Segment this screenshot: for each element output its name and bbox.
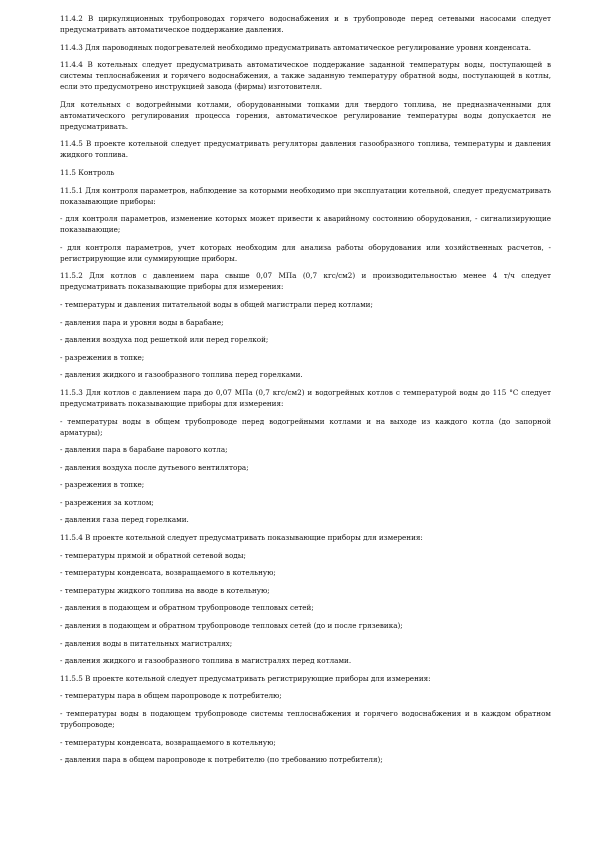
- list-item: - для контроля параметров, учет которых необходим для анализа работы оборудования или хозяйственных расчетов, - регистрирующие или суммирующие приборы.: [60, 242, 551, 263]
- clause-11-5-5: 11.5.5 В проекте котельной следует предусматривать регистрирующие приборы для измерения:: [60, 673, 431, 683]
- clause-11-5-4: 11.5.4 В проекте котельной следует предусматривать показывающие приборы для измерения:: [60, 533, 423, 543]
- list-item: - разрежения в топке;: [60, 480, 145, 490]
- list-item: - температуры жидкого топлива на вводе в котельную;: [60, 585, 270, 595]
- clause-11-4-2: 11.4.2 В циркуляционных трубопроводах горячего водоснабжения и в трубопроводе перед сетевыми насосами следует предусматривать автоматическое поддержание давления.: [60, 14, 551, 34]
- list-item: - для контроля параметров, изменение которых может привести к аварийному состоянию оборудования, - сигнализирующие показывающие;: [60, 214, 551, 235]
- section-heading-11-5: 11.5 Контроль: [60, 167, 115, 177]
- list-item: - давления пара в барабане парового котла;: [60, 445, 228, 455]
- list-item: - температуры конденсата, возвращаемого в котельную;: [60, 737, 276, 747]
- list-item: - разрежения в топке;: [60, 352, 145, 362]
- list-item: - давления жидкого и газообразного топлива перед горелками.: [60, 370, 303, 380]
- clause-11-5-2: 11.5.2 Для котлов с давлением пара свыше 0,07 МПа (0,7 кгс/см2) и производительностью менее 4 т/ч следует предусматривать показывающие приборы для измерения:: [60, 271, 551, 292]
- list-item: - давления воздуха после дутьевого вентилятора;: [60, 462, 249, 472]
- list-item: - давления газа перед горелками.: [60, 515, 189, 525]
- list-item: - температуры конденсата, возвращаемого в котельную;: [60, 568, 276, 578]
- clause-11-4-3: 11.4.3 Для пароводяных подогревателей необходимо предусматривать автоматическое регулирование уровня конденсата.: [60, 42, 532, 52]
- clause-11-4-4: 11.4.4 В котельных следует предусматривать автоматическое поддержание заданной температуры воды, поступающей в системы теплоснабжения и горячего водоснабжения, а также заданную температуру обратной воды, поступающей в котлы, если это предусмотрено инструкцией завода (фирмы) изготовителя.: [60, 60, 551, 92]
- list-item: - давления воды в питательных магистралях;: [60, 638, 233, 648]
- list-item: - температуры пара в общем паропроводе к потребителю;: [60, 691, 282, 701]
- clause-11-4-4-continuation: Для котельных с водогрейными котлами, оборудованными топками для твердого топлива, не предназначенными для автоматического регулирования процесса горения, автоматическое регулирование температуры воды допускается не предусматривать.: [60, 99, 551, 131]
- list-item: - температуры и давления питательной воды в общей магистрали перед котлами;: [60, 299, 373, 309]
- clause-11-4-5: 11.4.5 В проекте котельной следует предусматривать регуляторы давления газообразного топлива, температуры и давления жидкого топлива.: [60, 139, 551, 160]
- list-item: - давления пара в общем паропроводе к потребителю (по требованию потребителя);: [60, 755, 383, 765]
- list-item: - разрежения за котлом;: [60, 497, 154, 507]
- list-item: - давления в подающем и обратном трубопроводе тепловых сетей;: [60, 603, 314, 613]
- list-item: - давления жидкого и газообразного топлива в магистралях перед котлами.: [60, 656, 352, 666]
- list-item: - давления пара и уровня воды в барабане;: [60, 317, 224, 327]
- list-item: - температуры воды в подающем трубопроводе системы теплоснабжения и горячего водоснабжения и в каждом обратном трубопроводе;: [60, 709, 551, 729]
- list-item: - температуры воды в общем трубопроводе перед водогрейными котлами и на выходе из каждого котла (до запорной арматуры);: [60, 416, 551, 437]
- list-item: - давления воздуха под решеткой или перед горелкой;: [60, 335, 269, 345]
- list-item: - давления в подающем и обратном трубопроводе тепловых сетей (до и после грязевика);: [60, 621, 403, 631]
- clause-11-5-1: 11.5.1 Для контроля параметров, наблюдение за которыми необходимо при эксплуатации котельной, следует предусматривать показывающие приборы:: [60, 185, 551, 206]
- clause-11-5-3: 11.5.3 Для котлов с давлением пара до 0,07 МПа (0,7 кгс/см2) и водогрейных котлов с температурой воды до 115 °С следует предусматривать показывающие приборы для измерения:: [60, 387, 551, 408]
- list-item: - температуры прямой и обратной сетевой воды;: [60, 550, 246, 560]
